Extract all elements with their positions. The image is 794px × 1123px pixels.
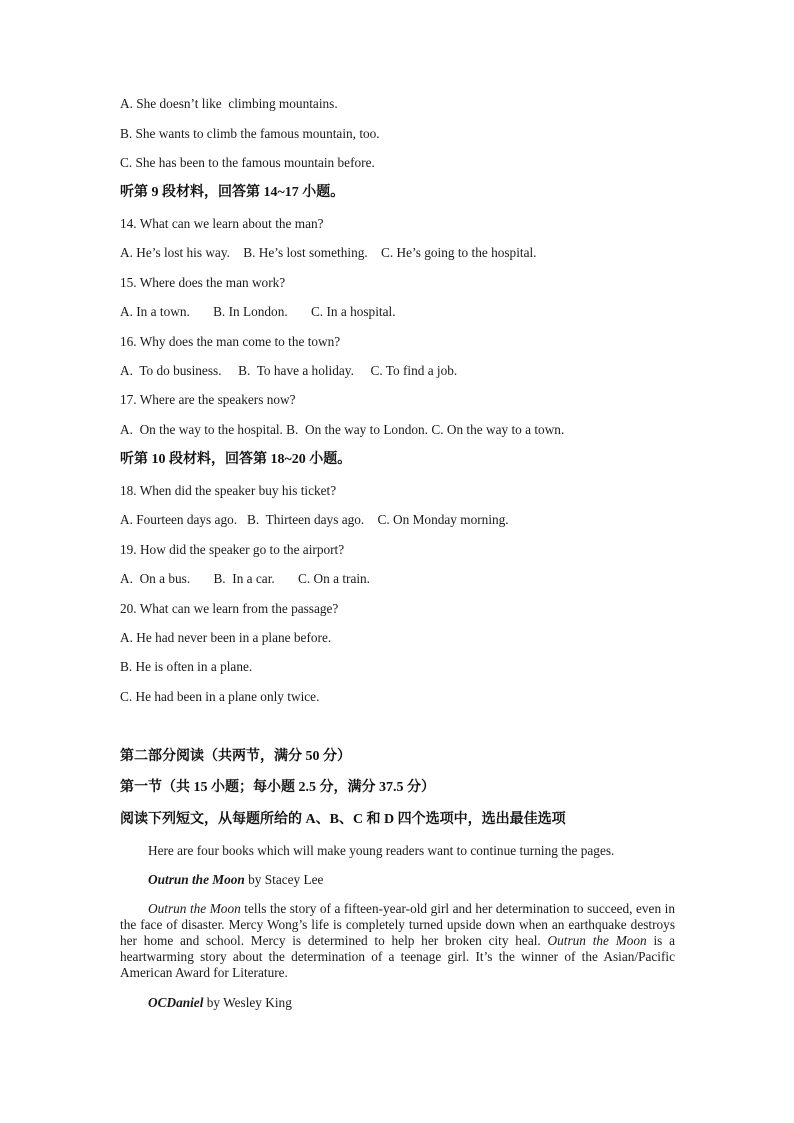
book1-desc-title: Outrun the Moon [148, 901, 241, 916]
reading-intro: Here are four books which will make young readers want to continue turning the pages. [148, 843, 615, 858]
q15-options: A. In a town. B. In London. C. In a hospital. [120, 304, 396, 319]
q19-question: 19. How did the speaker go to the airport? [120, 542, 345, 557]
q18-question: 18. When did the speaker buy his ticket? [120, 483, 337, 498]
q13-option-c: C. She has been to the famous mountain before. [120, 155, 375, 170]
q16-question: 16. Why does the man come to the town? [120, 334, 341, 349]
q13-option-a: A. She doesn’t like climbing mountains. [120, 96, 338, 111]
q17-question: 17. Where are the speakers now? [120, 392, 296, 407]
part2-section1-heading: 第一节（共 15 小题；每小题 2.5 分，满分 37.5 分） [120, 780, 435, 795]
q19-options: A. On a bus. B. In a car. C. On a train. [120, 571, 371, 586]
q17-options: A. On the way to the hospital. B. On the way to London. C. On the way to a town. [120, 422, 565, 437]
q18-options: A. Fourteen days ago. B. Thirteen days ago. C. On Monday morning. [120, 512, 509, 527]
section10-heading: 听第 10 段材料，回答第 18~20 小题。 [120, 452, 352, 467]
book1-desc-text-2: is a heartwarming story about the determination of a teenage girl. It’s the winner of the Asian/Pacific American Award for Literature. [120, 933, 676, 980]
book1-author: by Stacey Lee [244, 872, 324, 887]
q20-question: 20. What can we learn from the passage? [120, 601, 339, 616]
book2-author: by Wesley King [203, 995, 292, 1010]
q20-option-b: B. He is often in a plane. [120, 659, 253, 674]
q13-option-b: B. She wants to climb the famous mountain, too. [120, 126, 380, 141]
book1-desc-title-2: Outrun the Moon [547, 933, 647, 948]
q20-option-c: C. He had been in a plane only twice. [120, 689, 320, 704]
q15-question: 15. Where does the man work? [120, 275, 286, 290]
book1-description [120, 901, 675, 981]
part2-instruction: 阅读下列短文，从每题所给的 A、B、C 和 D 四个选项中，选出最佳选项 [120, 812, 566, 827]
book2-heading [148, 995, 292, 1011]
part2-heading: 第二部分阅读（共两节，满分 50 分） [120, 749, 351, 764]
book1-heading [148, 872, 323, 888]
q20-option-a: A. He had never been in a plane before. [120, 630, 332, 645]
q14-options: A. He’s lost his way. B. He’s lost something. C. He’s going to the hospital. [120, 245, 537, 260]
book1-desc-text-1: tells the story of a fifteen-year-old girl and her determination to succeed, even in the face of disaster. Mercy Wong’s life is completely turned upside down when an earthquake destroys her home and school. Mercy is determined to help her broken city heal. [120, 901, 675, 948]
q14-question: 14. What can we learn about the man? [120, 216, 324, 231]
section9-heading: 听第 9 段材料，回答第 14~17 小题。 [120, 185, 345, 200]
q16-options: A. To do business. B. To have a holiday. C. To find a job. [120, 363, 458, 378]
book1-title: Outrun the Moon [148, 872, 245, 887]
book2-title: OCDaniel [148, 995, 204, 1010]
